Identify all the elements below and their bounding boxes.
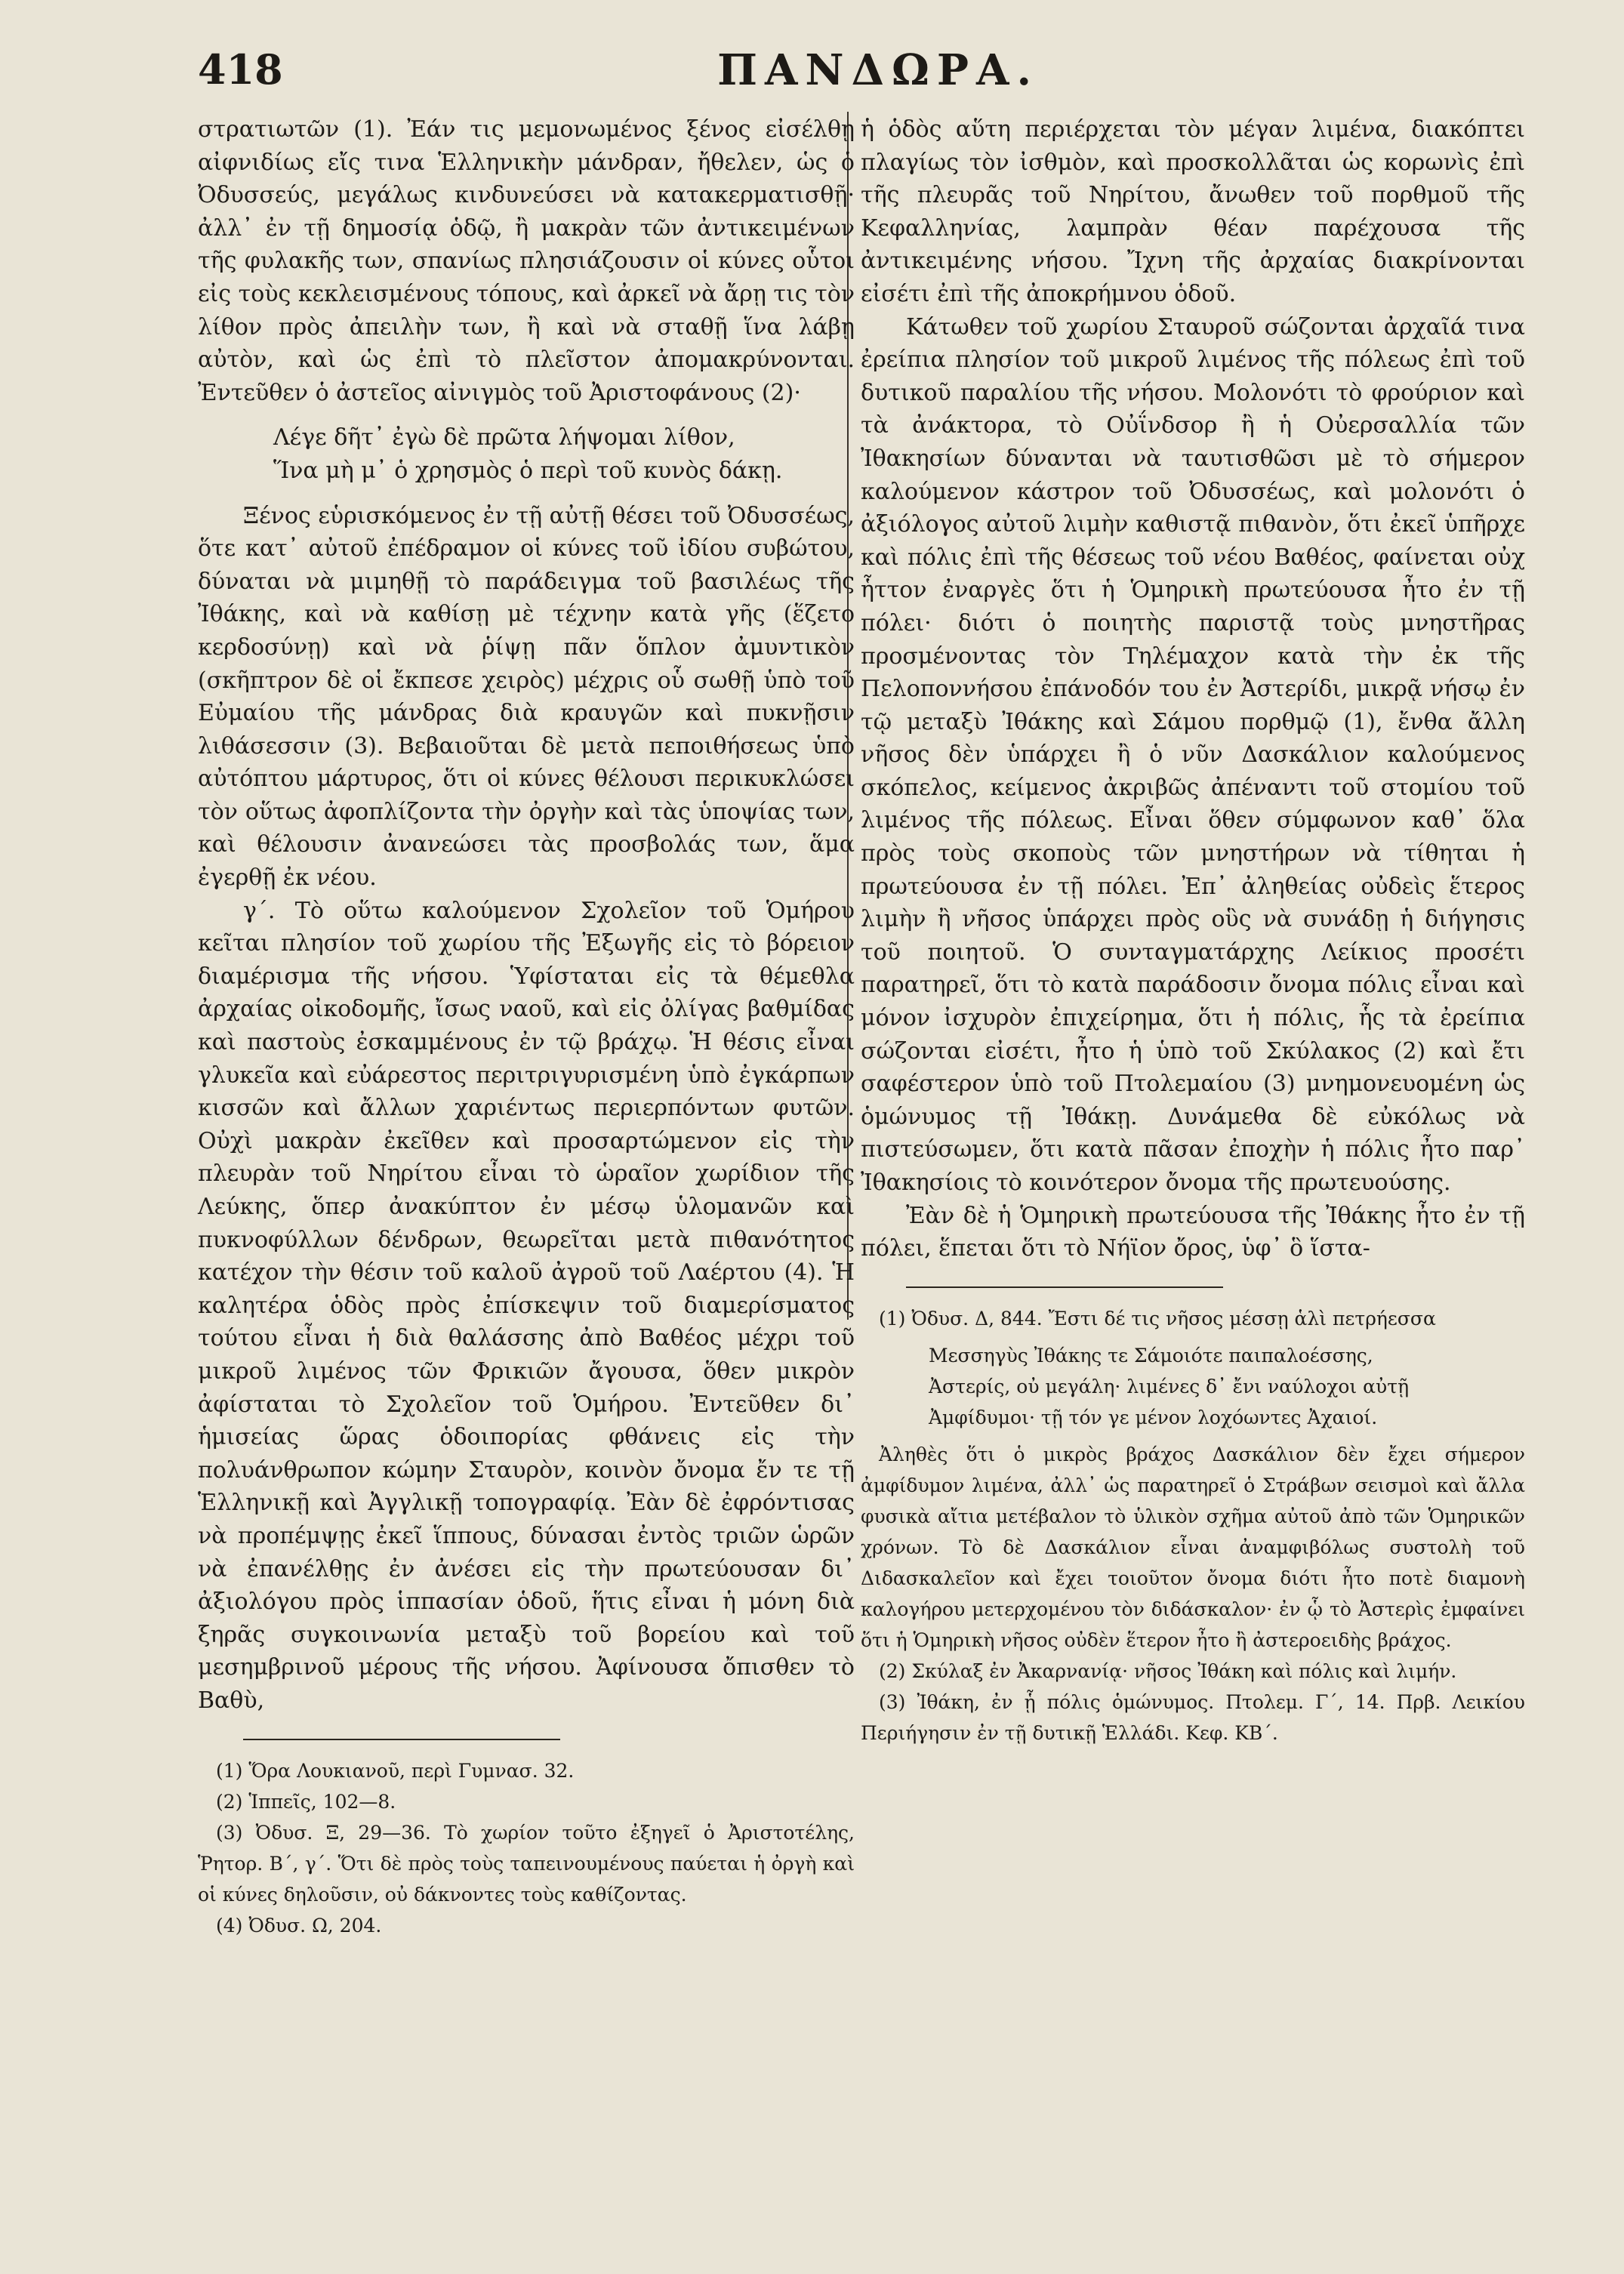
- page-header: [198, 45, 1558, 106]
- footnote-4: (4) Ὀδυσ. Ω, 204.: [216, 1914, 382, 1937]
- verse-line-2: Ἵνα μὴ μ᾽ ὁ χρησμὸς ὁ περὶ τοῦ κυνὸς δάκῃ.: [273, 457, 783, 484]
- verse-line-1: Λέγε δῆτ᾽ ἐγὼ δὲ πρῶτα λήψομαι λίθον,: [273, 424, 735, 451]
- left-paragraph-2: Ξένος εὑρισκόμενος ἐν τῇ αὐτῇ θέσει τοῦ Ὀδυσσέως, ὅτε κατ᾽ αὐτοῦ ἐπέδραμον οἱ κύνες τοῦ ἰδίου συβώτου, δύναται νὰ μιμηθῇ τὸ παράδειγμα τοῦ βασιλέως τῆς Ἰθάκης, καὶ νὰ καθίσῃ μὲ τέχνην κατὰ γῆς (ἕζετο κερδοσύνῃ) καὶ νὰ ῥίψῃ πᾶν ὅπλον ἀμυντικὸν (σκῆπτρον δὲ οἱ ἔκπεσε χειρὸς) μέχρις οὗ σωθῇ ὑπὸ τοῦ Εὐμαίου τῆς μάνδρας διὰ κραυγῶν καὶ πυκνῇσιν λιθάσεσσιν (3). Βεβαιοῦται δὲ μετὰ πεποιθήσεως ὑπὸ αὐτόπτου μάρτυρος, ὅτι οἱ κύνες θέλουσι περικυκλώσει τὸν οὕτως ἀφοπλίζοντα τὴν ὀργὴν καὶ τὰς ὑποψίας των, καὶ θέλουσιν ἀνανεώσει τὰς προσβολάς των, ἅμα ἐγερθῇ ἐκ νέου.: [198, 502, 855, 892]
- page-number: 418: [198, 45, 283, 94]
- footnote-1-body: Ἀληθὲς ὅτι ὁ μικρὸς βράχος Δασκάλιον δὲν ἔχει σήμερον ἀμφίδυμον λιμένα, ἀλλ᾽ ὡς παρατηρεῖ ὁ Στράβων σεισμοὶ καὶ ἄλλα φυσικὰ αἴτια μετέβαλον τὸ ὑλικὸν σχῆμα αὐτοῦ ἀπὸ τῶν Ὁμηρικῶν χρόνων. Τὸ δὲ Δασκάλιον εἶναι ἀναμφιβόλως συστολὴ τοῦ Διδασκαλεῖον καὶ ἔχει τοιοῦτον ὄνομα διότι ἦτο ποτὲ διαμονὴ καλογήρου μετερχομένου τὸν διδάσκαλον· ἐν ᾧ τὸ Ἀστερὶς ἐμφαίνει ὅτι ἡ Ὁμηρικὴ νῆσος οὐδὲν ἕτερον ἦτο ἢ ἀστεροειδὴς βράχος.: [861, 1443, 1525, 1651]
- left-footnotes: [198, 1755, 855, 1941]
- footnote-1: (1) Ὅρα Λουκιανοῦ, περὶ Γυμνασ. 32.: [216, 1759, 575, 1782]
- footnote-verse: [929, 1340, 1525, 1433]
- left-column: [198, 113, 855, 1941]
- left-paragraph-3: γ΄. Τὸ οὕτω καλούμενον Σχολεῖον τοῦ Ὁμήρου κεῖται πλησίον τοῦ χωρίου τῆς Ἐξωγῆς εἰς τὸ βόρειον διαμέρισμα τῆς νήσου. Ὑφίσταται εἰς τὰ θέμεθλα ἀρχαίας οἰκοδομῆς, ἴσως ναοῦ, καὶ εἰς ὀλίγας βαθμίδας καὶ παστοὺς ἐσκαμμένους ἐν τῷ βράχῳ. Ἡ θέσις εἶναι γλυκεῖα καὶ εὐάρεστος περιτριγυρισμένη ὑπὸ ἐγκάρπων κισσῶν καὶ ἄλλων χαριέντως περιερπόντων φυτῶν. Οὐχὶ μακρὰν ἐκεῖθεν καὶ προσαρτώμενον εἰς τὴν πλευρὰν τοῦ Νηρίτου εἶναι τὸ ὡραῖον χωρίδιον τῆς Λεύκης, ὅπερ ἀνακύπτον ἐν μέσῳ ὑλομανῶν καὶ πυκνοφύλλων δένδρων, θεωρεῖται μετὰ πιθανότητος κατέχον τὴν θέσιν τοῦ καλοῦ ἀγροῦ τοῦ Λαέρτου (4). Ἡ καλητέρα ὁδὸς πρὸς ἐπίσκεψιν τοῦ διαμερίσματος τούτου εἶναι ἡ διὰ θαλάσσης ἀπὸ Βαθέος μέχρι τοῦ μικροῦ λιμένος τῶν Φρικιῶν ἄγουσα, ὅθεν μικρὸν ἀφίσταται τὸ Σχολεῖον τοῦ Ὁμήρου. Ἐντεῦθεν δι᾽ ἡμισείας ὥρας ὁδοιπορίας φθάνεις εἰς τὴν πολυάνθρωπον κώμην Σταυρὸν, κοινὸν ὄνομα ἔν τε τῇ Ἑλληνικῇ καὶ Ἀγγλικῇ τοπογραφίᾳ. Ἐὰν δὲ ἐφρόντισας νὰ προπέμψῃς ἐκεῖ ἵππους, δύνασαι ἐντὸς τριῶν ὡρῶν νὰ ἐπανέλθῃς ἐν ἀνέσει εἰς τὴν πρωτεύουσαν δι᾽ ἀξιολόγου πρὸς ἱππασίαν ὁδοῦ, ἥτις εἶναι ἡ μόνη διὰ ξηρᾶς συγκοινωνία μεταξὺ τοῦ βορείου καὶ τοῦ μεσημβρινοῦ μέρους τῆς νήσου. Ἀφίνουσα ὄπισθεν τὸ Βαθὺ,: [198, 897, 855, 1714]
- footnote-2: (2) Ἱππεῖς, 102—8.: [216, 1790, 396, 1813]
- footnote-1-intro: (1) Ὀδυσ. Δ, 844. Ἔστι δέ τις νῆσος μέσσῃ ἁλὶ πετρήεσσα: [879, 1307, 1436, 1330]
- footnote-rule: [906, 1286, 1223, 1288]
- footnote-rule: [243, 1739, 560, 1740]
- right-column: [861, 113, 1525, 1749]
- quoted-verse: [273, 421, 855, 487]
- footnote-verse-line-3: Ἀμφίδυμοι· τῇ τόν γε μένον λοχόωντες Ἀχαιοί.: [929, 1406, 1378, 1428]
- right-paragraph-3: Ἐὰν δὲ ἡ Ὁμηρικὴ πρωτεύουσα τῆς Ἰθάκης ἦτο ἐν τῇ πόλει, ἕπεται ὅτι τὸ Νήϊον ὄρος, ὑφ᾽ ὃ ἵστα-: [861, 1202, 1525, 1262]
- footnote-2: (2) Σκύλαξ ἐν Ἀκαρνανίᾳ· νῆσος Ἰθάκη καὶ πόλις καὶ λιμήν.: [879, 1659, 1457, 1682]
- right-footnotes: [861, 1303, 1525, 1749]
- left-paragraph-1: στρατιωτῶν (1). Ἐάν τις μεμονωμένος ξένος εἰσέλθῃ αἰφνιδίως εἴς τινα Ἑλληνικὴν μάνδραν, ἤθελεν, ὡς ὁ Ὀδυσσεύς, μεγάλως κινδυνεύσει νὰ κατακερματισθῇ· ἀλλ᾽ ἐν τῇ δημοσίᾳ ὁδῷ, ἢ μακρὰν τῶν ἀντικειμένων τῆς φυλακῆς των, σπανίως πλησιάζουσιν οἱ κύνες οὗτοι εἰς τοὺς κεκλεισμένους τόπους, καὶ ἀρκεῖ νὰ ἄρῃ τις τὸν λίθον πρὸς ἀπειλὴν των, ἢ καὶ νὰ σταθῇ ἵνα λάβῃ αὐτὸν, καὶ ὡς ἐπὶ τὸ πλεῖστον ἀπομακρύνονται. Ἐντεῦθεν ὁ ἀστεῖος αἰνιγμὸς τοῦ Ἀριστοφάνους (2)·: [198, 116, 855, 406]
- footnote-3: (3) Ὀδυσ. Ξ, 29—36. Τὸ χωρίον τοῦτο ἐξηγεῖ ὁ Ἀριστοτέλης, Ῥητορ. Β΄, γ΄. Ὅτι δὲ πρὸς τοὺς ταπεινουμένους παύεται ἡ ὀργὴ καὶ οἱ κύνες δηλοῦσιν, οὐ δάκνοντες τοὺς καθίζοντας.: [198, 1821, 855, 1906]
- right-paragraph-1: ἡ ὁδὸς αὕτη περιέρχεται τὸν μέγαν λιμένα, διακόπτει πλαγίως τὸν ἰσθμὸν, καὶ προσκολλᾶται ὡς κορωνὶς ἐπὶ τῆς πλευρᾶς τοῦ Νηρίτου, ἄνωθεν τοῦ πορθμοῦ τῆς Κεφαλληνίας, λαμπρὰν θέαν παρέχουσα τῆς ἀντικειμένης νήσου. Ἴχνη τῆς ἀρχαίας διακρίνονται εἰσέτι ἐπὶ τῆς ἀποκρήμνου ὁδοῦ.: [861, 116, 1525, 307]
- footnote-3: (3) Ἰθάκη, ἐν ᾗ πόλις ὁμώνυμος. Πτολεμ. Γ΄, 14. Πρβ. Λεικίου Περιήγησιν ἐν τῇ δυτικῇ Ἑλλάδι. Κεφ. ΚΒ΄.: [861, 1690, 1525, 1744]
- footnote-verse-line-1: Μεσσηγὺς Ἰθάκης τε Σάμοιότε παιπαλοέσσης,: [929, 1344, 1373, 1367]
- footnote-verse-line-2: Ἀστερίς, οὐ μεγάλη· λιμένες δ᾽ ἔνι ναύλοχοι αὐτῇ: [929, 1375, 1410, 1397]
- right-paragraph-2: Κάτωθεν τοῦ χωρίου Σταυροῦ σώζονται ἀρχαῖά τινα ἐρείπια πλησίον τοῦ μικροῦ λιμένος τῆς πόλεως ἐπὶ τοῦ δυτικοῦ παραλίου τῆς νήσου. Μολονότι τὸ φρούριον καὶ τὰ ἀνάκτορα, τὸ Οὐΐνδσορ ἢ ἡ Οὐερσαλλία τῶν Ἰθακησίων δύνανται νὰ ταυτισθῶσι μὲ τὸ σήμερον καλούμενον κάστρον τοῦ Ὀδυσσέως, καὶ μολονότι ὁ ἀξιόλογος αὐτοῦ λιμὴν καθιστᾷ πιθανὸν, ὅτι ἐκεῖ ὑπῆρχε καὶ πόλις ἐπὶ τῆς θέσεως τοῦ νέου Βαθέος, φαίνεται οὐχ ἧττον ἐναργὲς ὅτι ἡ Ὁμηρικὴ πρωτεύουσα ἦτο ἐν τῇ πόλει· διότι ὁ ποιητὴς παριστᾷ τοὺς μνηστῆρας προσμένοντας τὸν Τηλέμαχον κατὰ τὴν ἐκ τῆς Πελοποννήσου ἐπάνοδόν του ἐν Ἀστερίδι, μικρᾷ νήσῳ ἐν τῷ μεταξὺ Ἰθάκης καὶ Σάμου πορθμῷ (1), ἔνθα ἄλλη νῆσος δὲν ὑπάρχει ἢ ὁ νῦν Δασκάλιον καλούμενος σκόπελος, κείμενος ἀκριβῶς ἀπέναντι τοῦ στομίου τοῦ λιμένος τῆς πόλεως. Εἶναι ὅθεν σύμφωνον καθ᾽ ὅλα πρὸς τοὺς σκοποὺς τῶν μνηστήρων νὰ τίθηται ἡ πρωτεύουσα ἐν τῇ πόλει. Ἐπ᾽ ἀληθείας οὐδεὶς ἕτερος λιμὴν ἢ νῆσος ὑπάρχει πρὸς οὓς νὰ συνάδῃ ἡ διήγησις τοῦ ποιητοῦ. Ὁ συνταγματάρχης Λείκιος προσέτι παρατηρεῖ, ὅτι τὸ κατὰ παράδοσιν ὄνομα πόλις εἶναι καὶ μόνον ἰσχυρὸν ἐπιχείρημα, ὅτι ἡ πόλις, ἧς τὰ ἐρείπια σώζονται εἰσέτι, ἦτο ἡ ὑπὸ τοῦ Σκύλακος (2) καὶ ἔτι σαφέστερον ὑπὸ τοῦ Πτολεμαίου (3) μνημονευομένη ὡς ὁμώνυμος τῇ Ἰθάκῃ. Δυνάμεθα δὲ εὐκόλως νὰ πιστεύσωμεν, ὅτι κατὰ πᾶσαν ἐποχὴν ἡ πόλις ἦτο παρ᾽ Ἰθακησίοις τὸ κοινότερον ὄνομα τῆς πρωτευούσης.: [861, 313, 1525, 1196]
- running-title: ΠΑΝΔΩΡΑ.: [717, 45, 1039, 95]
